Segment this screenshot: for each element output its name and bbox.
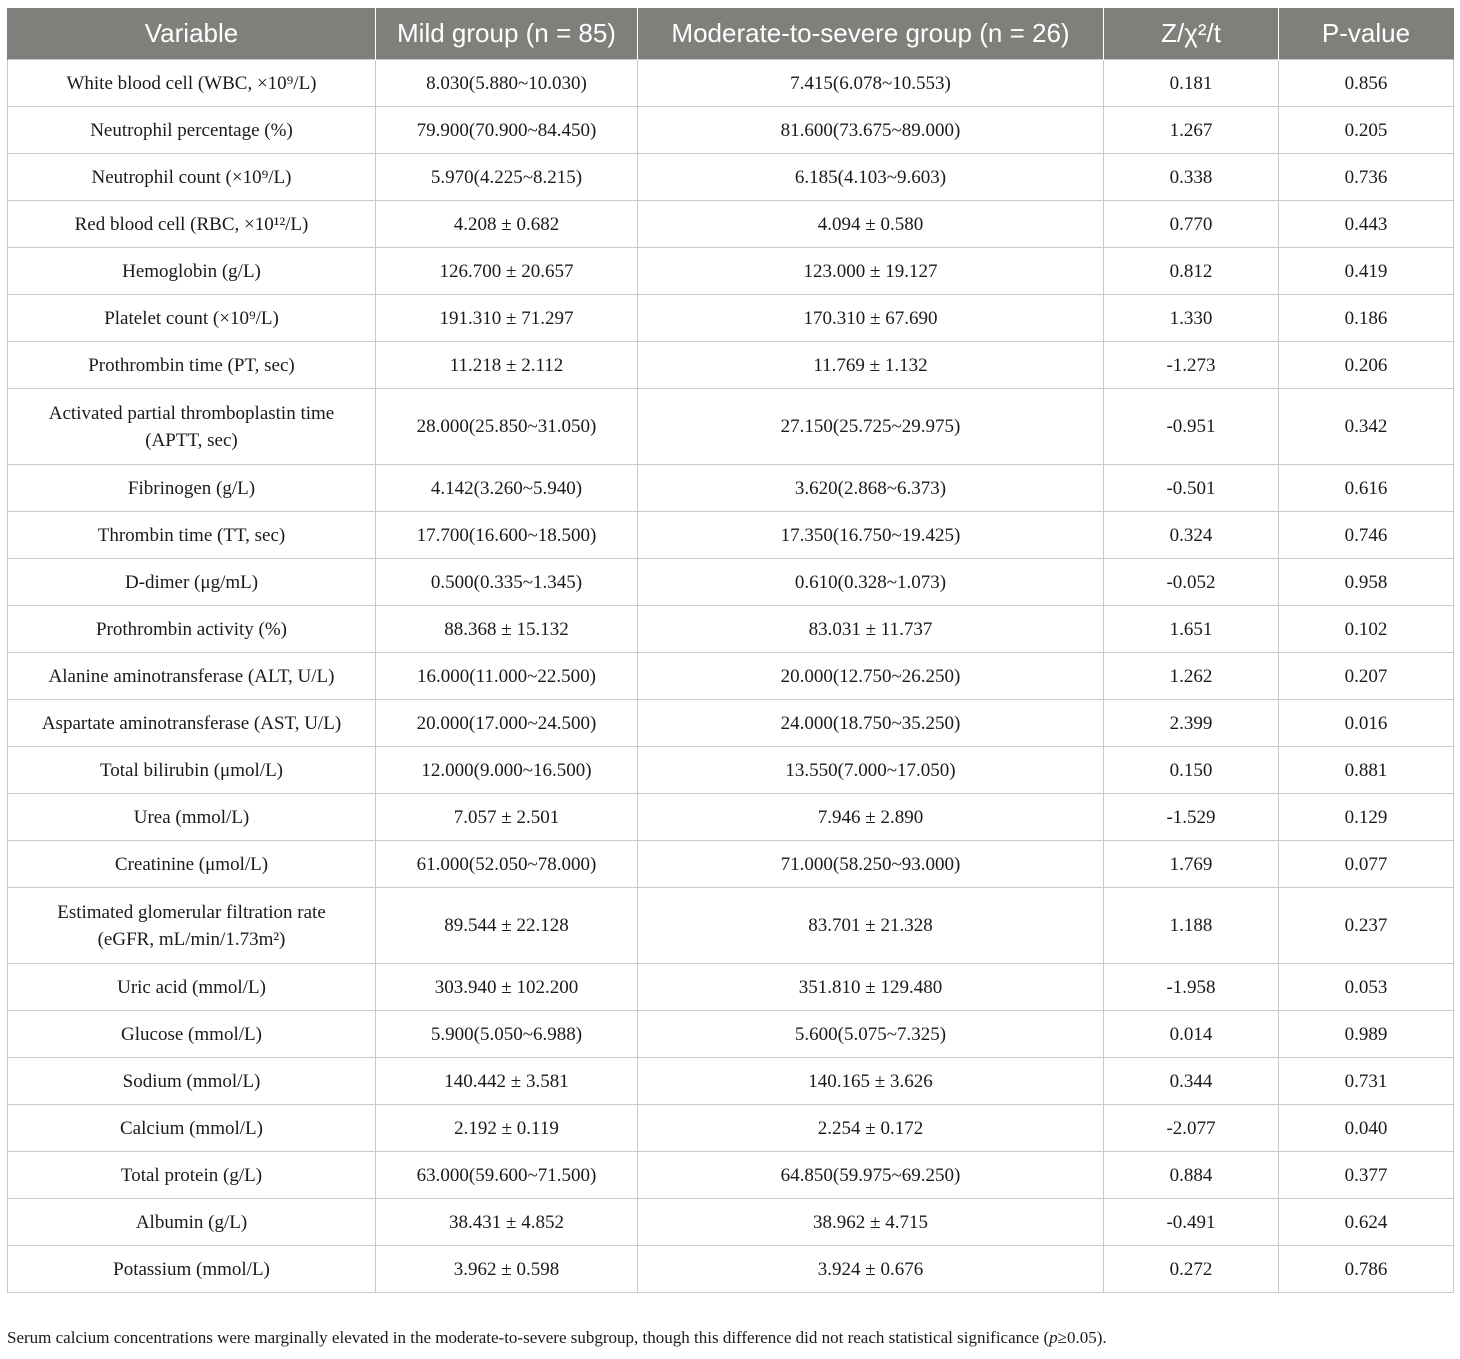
table-row <box>8 389 1454 465</box>
cell-p-value: 0.237 <box>1279 888 1454 964</box>
cell-moderate-severe-group: 64.850(59.975~69.250) <box>638 1152 1104 1199</box>
table-row <box>8 653 1454 700</box>
cell-variable: Prothrombin time (PT, sec) <box>8 342 376 389</box>
cell-test-statistic: -2.077 <box>1104 1105 1279 1152</box>
cell-test-statistic: 0.812 <box>1104 248 1279 295</box>
header-p-value: P-value <box>1279 8 1454 60</box>
cell-moderate-severe-group: 20.000(12.750~26.250) <box>638 653 1104 700</box>
table-row <box>8 747 1454 794</box>
cell-test-statistic: -0.951 <box>1104 389 1279 465</box>
table-row <box>8 559 1454 606</box>
cell-test-statistic: 1.651 <box>1104 606 1279 653</box>
cell-mild-group: 11.218 ± 2.112 <box>376 342 638 389</box>
header-moderate-severe-group: Moderate-to-severe group (n = 26) <box>638 8 1104 60</box>
cell-mild-group: 303.940 ± 102.200 <box>376 964 638 1011</box>
cell-variable: Total protein (g/L) <box>8 1152 376 1199</box>
cell-test-statistic: 0.338 <box>1104 154 1279 201</box>
cell-variable: White blood cell (WBC, ×10⁹/L) <box>8 60 376 107</box>
cell-mild-group: 7.057 ± 2.501 <box>376 794 638 841</box>
cell-test-statistic: 0.884 <box>1104 1152 1279 1199</box>
header-mild-group: Mild group (n = 85) <box>376 8 638 60</box>
table-row <box>8 512 1454 559</box>
cell-test-statistic: 0.014 <box>1104 1011 1279 1058</box>
cell-moderate-severe-group: 170.310 ± 67.690 <box>638 295 1104 342</box>
cell-mild-group: 38.431 ± 4.852 <box>376 1199 638 1246</box>
cell-variable: Hemoglobin (g/L) <box>8 248 376 295</box>
cell-variable: Platelet count (×10⁹/L) <box>8 295 376 342</box>
table-row <box>8 1199 1454 1246</box>
cell-mild-group: 5.900(5.050~6.988) <box>376 1011 638 1058</box>
table-row <box>8 700 1454 747</box>
cell-mild-group: 89.544 ± 22.128 <box>376 888 638 964</box>
cell-variable: Fibrinogen (g/L) <box>8 465 376 512</box>
cell-moderate-severe-group: 4.094 ± 0.580 <box>638 201 1104 248</box>
cell-p-value: 0.989 <box>1279 1011 1454 1058</box>
table-row <box>8 606 1454 653</box>
cell-variable: Uric acid (mmol/L) <box>8 964 376 1011</box>
cell-test-statistic: 0.150 <box>1104 747 1279 794</box>
cell-mild-group: 79.900(70.900~84.450) <box>376 107 638 154</box>
footnote-text-after: ≥0.05). <box>1057 1328 1107 1347</box>
cell-test-statistic: 1.188 <box>1104 888 1279 964</box>
cell-variable: D-dimer (μg/mL) <box>8 559 376 606</box>
cell-mild-group: 4.142(3.260~5.940) <box>376 465 638 512</box>
table-row <box>8 107 1454 154</box>
footnote-text-before: Serum calcium concentrations were marginally elevated in the moderate-to-severe subgroup, though this difference did not reach statistical significance ( <box>7 1328 1050 1347</box>
cell-variable: Neutrophil percentage (%) <box>8 107 376 154</box>
cell-moderate-severe-group: 83.701 ± 21.328 <box>638 888 1104 964</box>
cell-moderate-severe-group: 38.962 ± 4.715 <box>638 1199 1104 1246</box>
cell-p-value: 0.786 <box>1279 1246 1454 1293</box>
table-row <box>8 841 1454 888</box>
cell-test-statistic: 1.262 <box>1104 653 1279 700</box>
table-row <box>8 964 1454 1011</box>
cell-moderate-severe-group: 11.769 ± 1.132 <box>638 342 1104 389</box>
cell-p-value: 0.731 <box>1279 1058 1454 1105</box>
table-row <box>8 1105 1454 1152</box>
cell-test-statistic: 1.330 <box>1104 295 1279 342</box>
cell-p-value: 0.342 <box>1279 389 1454 465</box>
table-row <box>8 1246 1454 1293</box>
cell-variable <box>8 888 376 964</box>
cell-p-value: 0.206 <box>1279 342 1454 389</box>
cell-p-value: 0.958 <box>1279 559 1454 606</box>
table-footnote <box>7 1328 1107 1348</box>
cell-p-value: 0.016 <box>1279 700 1454 747</box>
variable-line-1: Estimated glomerular filtration rate <box>57 901 326 923</box>
cell-p-value: 0.377 <box>1279 1152 1454 1199</box>
cell-mild-group: 61.000(52.050~78.000) <box>376 841 638 888</box>
cell-variable: Total bilirubin (μmol/L) <box>8 747 376 794</box>
cell-mild-group: 126.700 ± 20.657 <box>376 248 638 295</box>
variable-line-2: (eGFR, mL/min/1.73m²) <box>97 928 286 950</box>
cell-test-statistic: -1.273 <box>1104 342 1279 389</box>
cell-mild-group: 17.700(16.600~18.500) <box>376 512 638 559</box>
cell-mild-group: 16.000(11.000~22.500) <box>376 653 638 700</box>
cell-p-value: 0.736 <box>1279 154 1454 201</box>
cell-moderate-severe-group: 81.600(73.675~89.000) <box>638 107 1104 154</box>
cell-moderate-severe-group: 3.924 ± 0.676 <box>638 1246 1104 1293</box>
header-test-statistic: Z/χ²/t <box>1104 8 1279 60</box>
cell-test-statistic: -0.491 <box>1104 1199 1279 1246</box>
cell-moderate-severe-group: 0.610(0.328~1.073) <box>638 559 1104 606</box>
cell-mild-group: 28.000(25.850~31.050) <box>376 389 638 465</box>
table-row <box>8 1011 1454 1058</box>
cell-mild-group: 88.368 ± 15.132 <box>376 606 638 653</box>
cell-test-statistic: 1.267 <box>1104 107 1279 154</box>
cell-test-statistic: -0.052 <box>1104 559 1279 606</box>
cell-moderate-severe-group: 24.000(18.750~35.250) <box>638 700 1104 747</box>
cell-test-statistic: 0.272 <box>1104 1246 1279 1293</box>
cell-variable: Thrombin time (TT, sec) <box>8 512 376 559</box>
cell-mild-group: 191.310 ± 71.297 <box>376 295 638 342</box>
table-row <box>8 794 1454 841</box>
cell-test-statistic: 0.770 <box>1104 201 1279 248</box>
cell-moderate-severe-group: 123.000 ± 19.127 <box>638 248 1104 295</box>
cell-p-value: 0.624 <box>1279 1199 1454 1246</box>
cell-variable: Potassium (mmol/L) <box>8 1246 376 1293</box>
cell-variable: Neutrophil count (×10⁹/L) <box>8 154 376 201</box>
cell-test-statistic: 0.344 <box>1104 1058 1279 1105</box>
cell-moderate-severe-group: 2.254 ± 0.172 <box>638 1105 1104 1152</box>
footnote-p-symbol: p <box>1049 1328 1058 1347</box>
cell-mild-group: 2.192 ± 0.119 <box>376 1105 638 1152</box>
cell-variable: Prothrombin activity (%) <box>8 606 376 653</box>
cell-variable: Aspartate aminotransferase (AST, U/L) <box>8 700 376 747</box>
cell-test-statistic: -1.529 <box>1104 794 1279 841</box>
header-variable: Variable <box>8 8 376 60</box>
cell-moderate-severe-group: 13.550(7.000~17.050) <box>638 747 1104 794</box>
cell-mild-group: 3.962 ± 0.598 <box>376 1246 638 1293</box>
cell-p-value: 0.102 <box>1279 606 1454 653</box>
table-row <box>8 888 1454 964</box>
cell-moderate-severe-group: 7.946 ± 2.890 <box>638 794 1104 841</box>
cell-p-value: 0.419 <box>1279 248 1454 295</box>
cell-p-value: 0.205 <box>1279 107 1454 154</box>
cell-test-statistic: -0.501 <box>1104 465 1279 512</box>
cell-mild-group: 140.442 ± 3.581 <box>376 1058 638 1105</box>
cell-mild-group: 20.000(17.000~24.500) <box>376 700 638 747</box>
table-body <box>8 60 1454 1293</box>
cell-moderate-severe-group: 140.165 ± 3.626 <box>638 1058 1104 1105</box>
cell-moderate-severe-group: 351.810 ± 129.480 <box>638 964 1104 1011</box>
table-row <box>8 295 1454 342</box>
cell-variable: Urea (mmol/L) <box>8 794 376 841</box>
cell-p-value: 0.129 <box>1279 794 1454 841</box>
cell-moderate-severe-group: 83.031 ± 11.737 <box>638 606 1104 653</box>
cell-variable: Sodium (mmol/L) <box>8 1058 376 1105</box>
cell-moderate-severe-group: 17.350(16.750~19.425) <box>638 512 1104 559</box>
data-table-container <box>7 8 1453 1293</box>
cell-test-statistic: -1.958 <box>1104 964 1279 1011</box>
cell-moderate-severe-group: 7.415(6.078~10.553) <box>638 60 1104 107</box>
table-row <box>8 1152 1454 1199</box>
cell-mild-group: 4.208 ± 0.682 <box>376 201 638 248</box>
cell-test-statistic: 0.324 <box>1104 512 1279 559</box>
cell-variable: Glucose (mmol/L) <box>8 1011 376 1058</box>
table-row <box>8 60 1454 107</box>
cell-p-value: 0.443 <box>1279 201 1454 248</box>
variable-line-2: (APTT, sec) <box>145 429 238 451</box>
cell-p-value: 0.040 <box>1279 1105 1454 1152</box>
cell-mild-group: 63.000(59.600~71.500) <box>376 1152 638 1199</box>
lab-comparison-table <box>7 8 1454 1293</box>
cell-moderate-severe-group: 27.150(25.725~29.975) <box>638 389 1104 465</box>
cell-moderate-severe-group: 71.000(58.250~93.000) <box>638 841 1104 888</box>
cell-p-value: 0.077 <box>1279 841 1454 888</box>
cell-test-statistic: 1.769 <box>1104 841 1279 888</box>
cell-p-value: 0.746 <box>1279 512 1454 559</box>
cell-moderate-severe-group: 3.620(2.868~6.373) <box>638 465 1104 512</box>
cell-variable <box>8 389 376 465</box>
cell-p-value: 0.881 <box>1279 747 1454 794</box>
cell-p-value: 0.186 <box>1279 295 1454 342</box>
table-row <box>8 248 1454 295</box>
cell-mild-group: 8.030(5.880~10.030) <box>376 60 638 107</box>
cell-p-value: 0.053 <box>1279 964 1454 1011</box>
table-row <box>8 1058 1454 1105</box>
variable-line-1: Activated partial thromboplastin time <box>48 402 335 424</box>
cell-variable: Red blood cell (RBC, ×10¹²/L) <box>8 201 376 248</box>
table-row <box>8 465 1454 512</box>
cell-mild-group: 5.970(4.225~8.215) <box>376 154 638 201</box>
cell-moderate-severe-group: 5.600(5.075~7.325) <box>638 1011 1104 1058</box>
cell-variable: Creatinine (μmol/L) <box>8 841 376 888</box>
cell-variable: Alanine aminotransferase (ALT, U/L) <box>8 653 376 700</box>
cell-p-value: 0.856 <box>1279 60 1454 107</box>
cell-mild-group: 0.500(0.335~1.345) <box>376 559 638 606</box>
table-row <box>8 342 1454 389</box>
cell-moderate-severe-group: 6.185(4.103~9.603) <box>638 154 1104 201</box>
table-row <box>8 154 1454 201</box>
table-row <box>8 201 1454 248</box>
cell-variable: Calcium (mmol/L) <box>8 1105 376 1152</box>
table-header-row <box>8 8 1454 60</box>
cell-test-statistic: 2.399 <box>1104 700 1279 747</box>
cell-variable: Albumin (g/L) <box>8 1199 376 1246</box>
cell-p-value: 0.616 <box>1279 465 1454 512</box>
cell-test-statistic: 0.181 <box>1104 60 1279 107</box>
cell-mild-group: 12.000(9.000~16.500) <box>376 747 638 794</box>
cell-p-value: 0.207 <box>1279 653 1454 700</box>
